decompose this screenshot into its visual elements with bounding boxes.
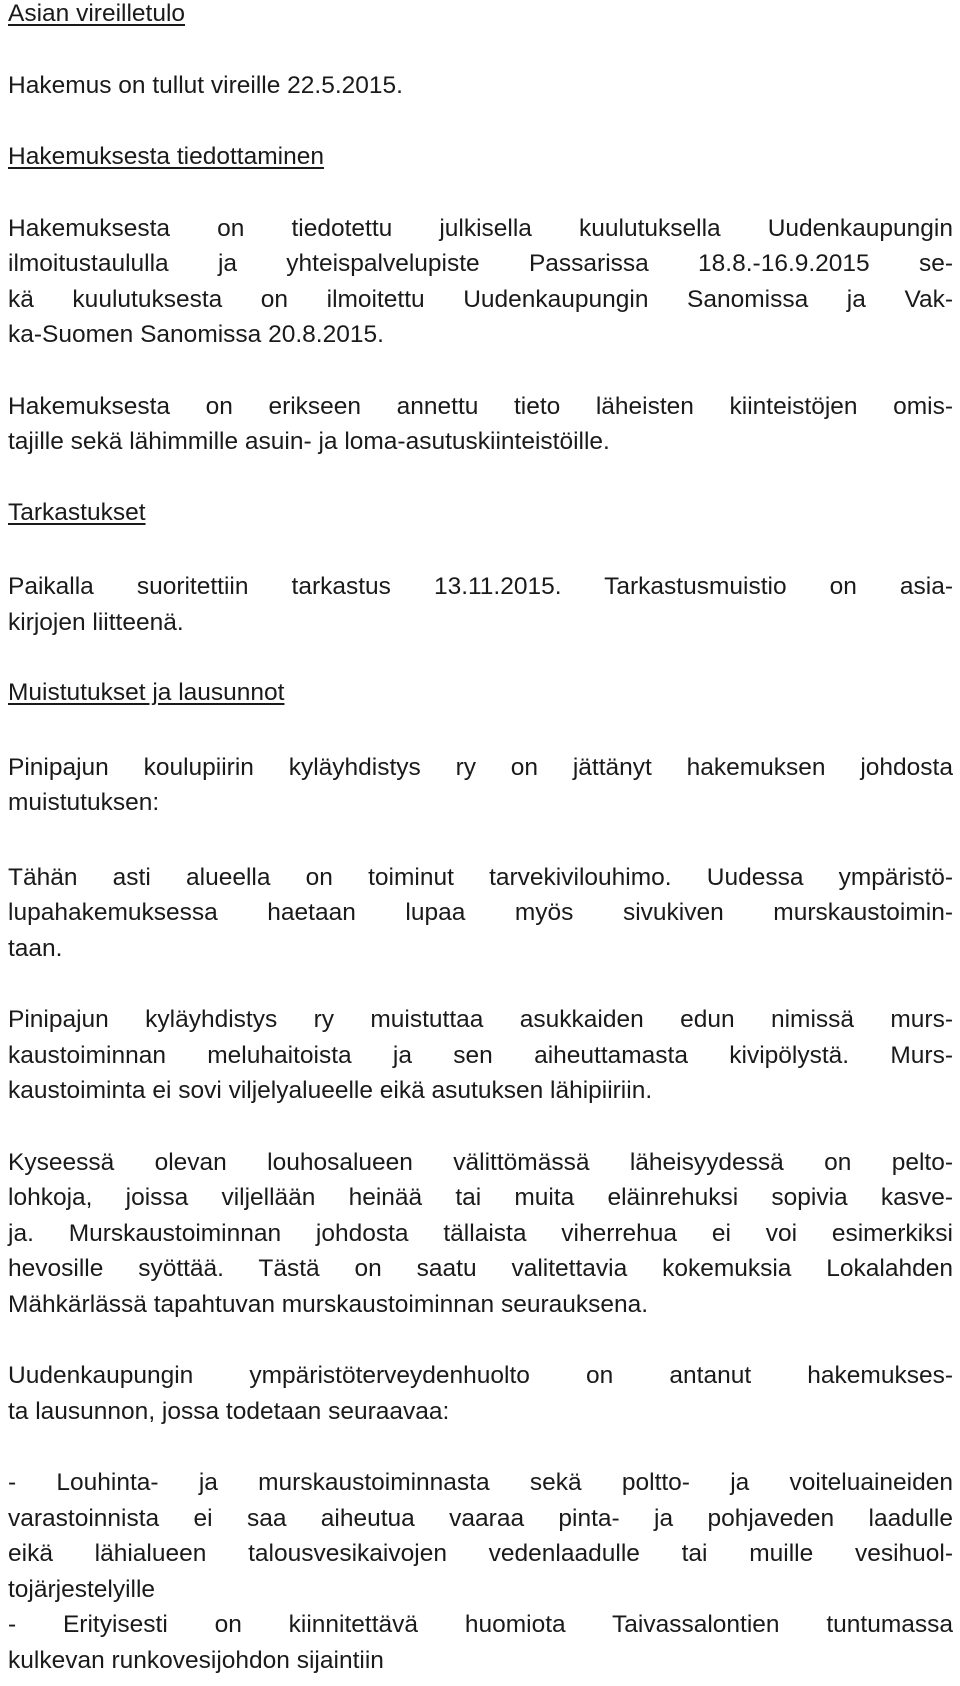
lausunto-paragraph bbox=[8, 1358, 953, 1429]
vireilletulo-text: Hakemus on tullut vireille 22.5.2015. bbox=[8, 71, 403, 99]
text-line: ka-Suomen Sanomissa 20.8.2015. bbox=[8, 321, 384, 348]
text-line: kulkevan runkovesijohdon sijaintiin bbox=[8, 1646, 384, 1674]
text-line: Hakemuksesta on erikseen annettu tieto läheisten kiinteistöjen omis- bbox=[8, 392, 953, 420]
text-line: Pinipajun kyläyhdistys ry muistuttaa asukkaiden edun nimissä murs- bbox=[8, 1006, 953, 1033]
text-line: muistutuksen: bbox=[8, 789, 160, 816]
text-line: Uudenkaupungin ympäristöterveydenhuolto on antanut hakemukses- bbox=[8, 1362, 953, 1389]
document-page bbox=[8, 0, 953, 1678]
list-item: - Erityisesti on kiinnitettävä huomiota Taivassalontien tuntumassa bbox=[8, 1611, 953, 1638]
text-line: kaustoiminnan meluhaitoista ja sen aiheuttamasta kivipölystä. Murs- bbox=[8, 1041, 953, 1069]
text-line: tajille sekä lähimmille asuin- ja loma-asutuskiinteistöille. bbox=[8, 428, 610, 455]
muistutus-paragraph-3 bbox=[8, 1145, 953, 1323]
text-line: ilmoitustaululla ja yhteispalvelupiste Passarissa 18.8.-16.9.2015 se- bbox=[8, 250, 953, 277]
text-line: kirjojen liitteenä. bbox=[8, 608, 184, 636]
text-line: Hakemuksesta on tiedotettu julkisella kuulutuksella Uudenkaupungin bbox=[8, 214, 953, 242]
heading-muistutukset-ja-lausunnot: Muistutukset ja lausunnot bbox=[8, 679, 285, 706]
text-line: Paikalla suoritettiin tarkastus 13.11.2015. Tarkastusmuistio on asia- bbox=[8, 573, 953, 600]
heading-asian-vireilletulo: Asian vireilletulo bbox=[8, 0, 186, 27]
text-line: kä kuulutuksesta on ilmoitettu Uudenkaupungin Sanomissa ja Vak- bbox=[8, 285, 953, 313]
text-line: hevosille syöttää. Tästä on saatu valitettavia kokemuksia Lokalahden bbox=[8, 1255, 953, 1282]
text-line: Kyseessä olevan louhosalueen välittömässä läheisyydessä on pelto- bbox=[8, 1148, 953, 1176]
muistutus-paragraph-2 bbox=[8, 1002, 953, 1109]
tiedottaminen-paragraph-1 bbox=[8, 211, 953, 353]
lausunto-list bbox=[8, 1465, 953, 1678]
muistutukset-intro bbox=[8, 750, 953, 821]
text-line: Tähän asti alueella on toiminut tarvekivilouhimo. Uudessa ympäristö- bbox=[8, 863, 953, 891]
text-line: varastoinnista ei saa aiheutua vaaraa pinta- ja pohjaveden laadulle bbox=[8, 1504, 953, 1532]
text-line: lohkoja, joissa viljellään heinää tai muita eläinrehuksi sopivia kasve- bbox=[8, 1184, 953, 1211]
text-line: ta lausunnon, jossa todetaan seuraavaa: bbox=[8, 1397, 450, 1425]
text-line: eikä lähialueen talousvesikaivojen vedenlaadulle tai muille vesihuol- bbox=[8, 1540, 953, 1567]
text-line: Mähkärlässä tapahtuvan murskaustoiminnan seurauksena. bbox=[8, 1290, 649, 1318]
tarkastukset-paragraph bbox=[8, 569, 953, 640]
text-line: tojärjestelyille bbox=[8, 1575, 156, 1603]
heading-tarkastukset: Tarkastukset bbox=[8, 498, 146, 526]
tiedottaminen-paragraph-2 bbox=[8, 389, 953, 460]
heading-hakemuksesta-tiedottaminen: Hakemuksesta tiedottaminen bbox=[8, 143, 324, 170]
text-line: ja. Murskaustoiminnan johdosta tällaista viherrehua ei voi esimerkiksi bbox=[8, 1219, 953, 1247]
text-line: taan. bbox=[8, 934, 63, 962]
text-line: kaustoiminta ei sovi viljelyalueelle eikä asutuksen lähipiiriin. bbox=[8, 1077, 653, 1104]
text-line: Pinipajun koulupiirin kyläyhdistys ry on jättänyt hakemuksen johdosta bbox=[8, 753, 953, 781]
text-line: lupahakemuksessa haetaan lupaa myös sivukiven murskaustoimin- bbox=[8, 899, 953, 926]
muistutus-paragraph-1 bbox=[8, 860, 953, 967]
list-item: - Louhinta- ja murskaustoiminnasta sekä poltto- ja voiteluaineiden bbox=[8, 1469, 953, 1496]
